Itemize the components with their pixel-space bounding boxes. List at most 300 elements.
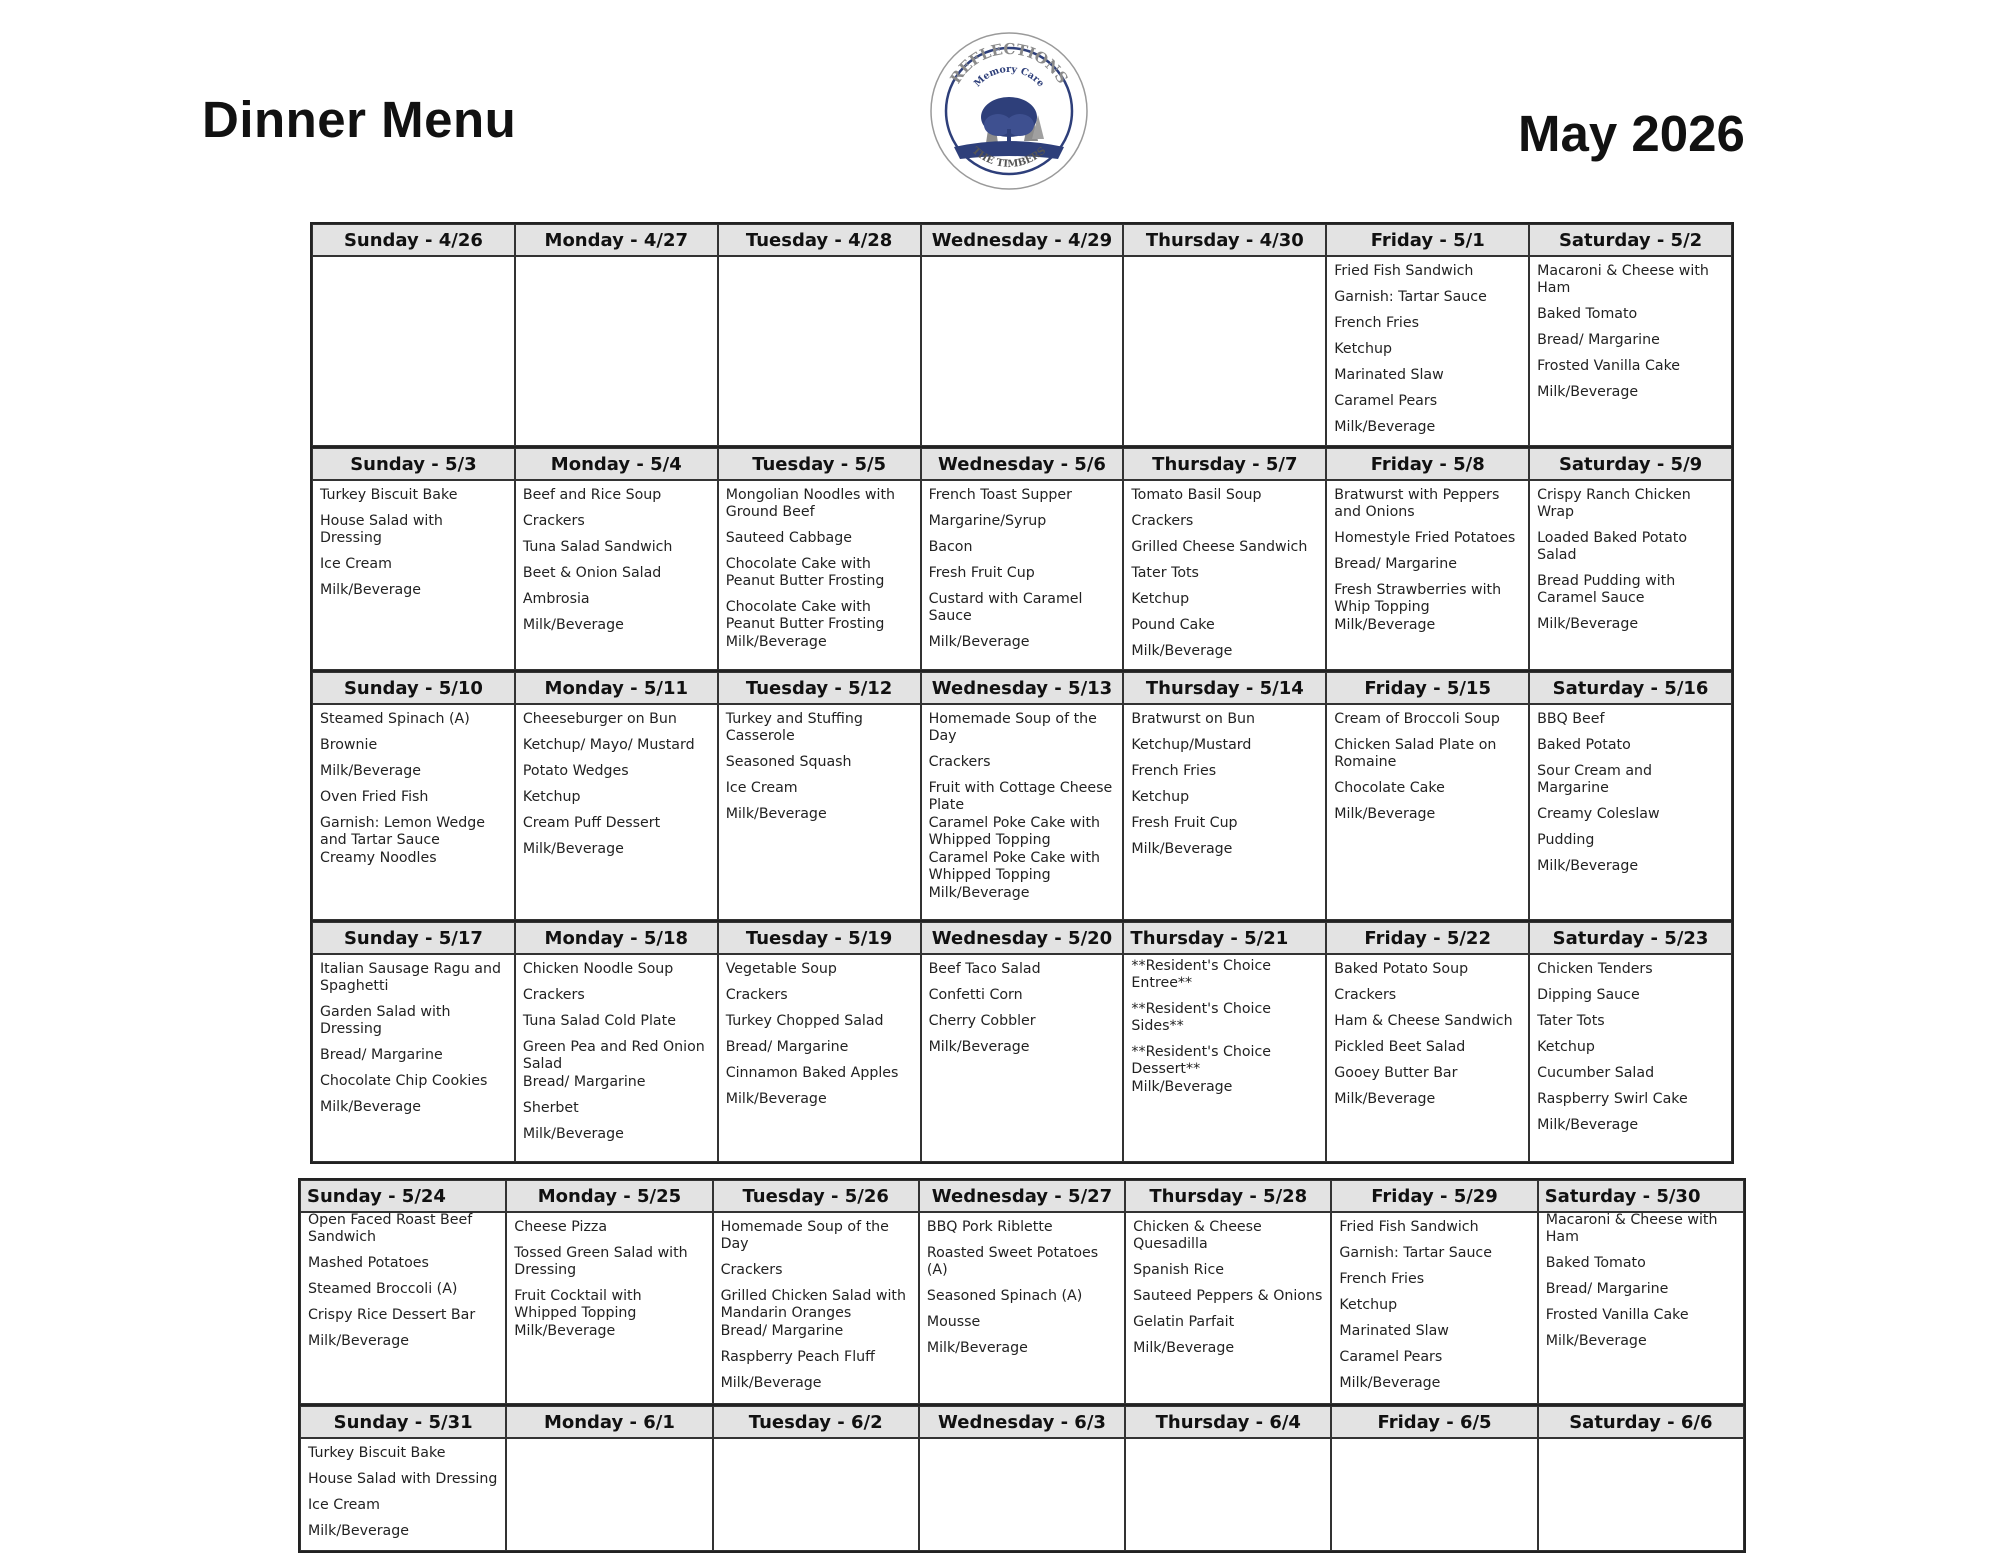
menu-item: Ketchup xyxy=(1339,1297,1398,1313)
menu-item: Sherbet xyxy=(522,1100,579,1116)
day-cell xyxy=(506,1180,712,1404)
day-cell xyxy=(1326,922,1529,1162)
menu-item: Milk/Beverage xyxy=(514,1323,616,1339)
menu-item: Mongolian Noodles with Ground Beef xyxy=(725,487,896,520)
menu-item: Grilled Cheese Sandwich xyxy=(1131,539,1308,555)
menu-item: Fruit Cocktail with Whipped Topping xyxy=(514,1288,642,1321)
menu-item: **Resident's Choice Entree** xyxy=(1131,958,1272,991)
day-cell xyxy=(506,1406,712,1551)
menu-list xyxy=(1530,257,1731,410)
menu-item: Oven Fried Fish xyxy=(320,789,429,805)
menu-item: Chocolate Cake with Peanut Butter Frosting xyxy=(725,556,885,589)
reflections-logo xyxy=(928,25,1090,197)
menu-item: Seasoned Squash xyxy=(725,754,852,770)
menu-item: Milk/Beverage xyxy=(1133,1340,1235,1356)
menu-item: Tater Tots xyxy=(1537,1013,1605,1029)
menu-item: Fruit with Cottage Cheese Plate xyxy=(928,780,1113,813)
menu-item: Milk/Beverage xyxy=(1334,1091,1436,1107)
menu-list xyxy=(1332,1439,1536,1445)
menu-list xyxy=(719,955,920,1117)
menu-item: Ketchup/ Mayo/ Mustard xyxy=(522,737,695,753)
day-cell xyxy=(921,224,1124,446)
day-header: Wednesday - 5/6 xyxy=(922,449,1123,481)
menu-item: Fresh Fruit Cup xyxy=(928,565,1035,581)
menu-item: Milk/Beverage xyxy=(928,1039,1030,1055)
menu-item: Cream Puff Dessert xyxy=(522,815,661,831)
menu-item: Garnish: Lemon Wedge and Tartar Sauce xyxy=(320,815,485,848)
menu-item: French Fries xyxy=(1131,763,1217,779)
menu-item: House Salad with Dressing xyxy=(320,513,443,546)
menu-item: Milk/Beverage xyxy=(725,806,827,822)
menu-item: Milk/Beverage xyxy=(522,1126,624,1142)
menu-item: Custard with Caramel Sauce xyxy=(928,591,1083,624)
day-cell xyxy=(919,1406,1125,1551)
menu-list xyxy=(1124,481,1325,669)
menu-item: Milk/Beverage xyxy=(1334,617,1436,633)
menu-list xyxy=(920,1439,1124,1445)
day-header: Thursday - 5/28 xyxy=(1126,1181,1330,1213)
menu-item: Milk/Beverage xyxy=(522,617,624,633)
menu-list xyxy=(922,257,1123,263)
menu-item: Roasted Sweet Potatoes (A) xyxy=(926,1245,1099,1278)
menu-item: Chicken Tenders xyxy=(1537,961,1653,977)
menu-item: Tuna Salad Cold Plate xyxy=(522,1013,676,1029)
menu-item: Ketchup xyxy=(1334,341,1392,357)
day-header: Saturday - 5/2 xyxy=(1530,225,1731,257)
menu-item: Vegetable Soup xyxy=(725,961,837,977)
day-header: Tuesday - 5/12 xyxy=(719,673,920,705)
menu-item: Mashed Potatoes xyxy=(308,1255,429,1271)
menu-item: Marinated Slaw xyxy=(1339,1323,1449,1339)
menu-item: Seasoned Spinach (A) xyxy=(926,1288,1083,1304)
menu-item: Ice Cream xyxy=(320,556,392,572)
menu-list xyxy=(1539,1439,1743,1445)
day-header: Friday - 5/1 xyxy=(1327,225,1528,257)
menu-item: Milk/Beverage xyxy=(1131,1079,1233,1095)
menu-item: Ice Cream xyxy=(308,1497,380,1513)
day-cell xyxy=(919,1180,1125,1404)
menu-item: Margarine/Syrup xyxy=(928,513,1047,529)
menu-item: Crackers xyxy=(928,754,991,770)
logo-bottom-text: THE TIMBERS xyxy=(969,145,1049,171)
menu-list xyxy=(1539,1206,1743,1359)
menu-item: Raspberry Peach Fluff xyxy=(720,1349,875,1365)
day-cell xyxy=(1326,448,1529,670)
day-header: Saturday - 5/16 xyxy=(1530,673,1731,705)
menu-item: Tossed Green Salad with Dressing xyxy=(514,1245,688,1278)
menu-item: Chocolate Cake xyxy=(1334,780,1445,796)
menu-item: Gooey Butter Bar xyxy=(1334,1065,1458,1081)
menu-item: Crackers xyxy=(720,1262,783,1278)
day-header: Thursday - 6/4 xyxy=(1126,1407,1330,1439)
day-header: Saturday - 5/23 xyxy=(1530,923,1731,955)
menu-item: Chocolate Cake with Peanut Butter Frosting xyxy=(725,599,885,632)
menu-item: Milk/Beverage xyxy=(720,1375,822,1391)
logo-sub-text: Memory Care xyxy=(972,63,1047,90)
day-cell xyxy=(921,672,1124,920)
day-cell xyxy=(1331,1406,1537,1551)
menu-item: Italian Sausage Ragu and Spaghetti xyxy=(320,961,501,994)
week-row xyxy=(310,222,1734,448)
menu-list xyxy=(1327,257,1528,445)
menu-item: Caramel Poke Cake with Whipped Topping xyxy=(928,815,1101,848)
menu-list xyxy=(922,705,1123,911)
day-cell xyxy=(1326,224,1529,446)
menu-item: Ham & Cheese Sandwich xyxy=(1334,1013,1513,1029)
menu-item: Milk/Beverage xyxy=(1334,419,1436,435)
menu-item: Bread/ Margarine xyxy=(720,1323,844,1339)
day-cell xyxy=(718,672,921,920)
menu-item: Raspberry Swirl Cake xyxy=(1537,1091,1688,1107)
day-cell xyxy=(1529,922,1732,1162)
menu-item: **Resident's Choice Sides** xyxy=(1131,1001,1272,1034)
menu-item: Creamy Noodles xyxy=(320,850,437,866)
menu-item: Caramel Pears xyxy=(1339,1349,1443,1365)
menu-list xyxy=(1124,705,1325,867)
menu-item: Creamy Coleslaw xyxy=(1537,806,1660,822)
menu-item: Milk/Beverage xyxy=(928,634,1030,650)
menu-item: Mousse xyxy=(926,1314,981,1330)
menu-item: Crackers xyxy=(725,987,788,1003)
menu-item: BBQ Pork Riblette xyxy=(926,1219,1053,1235)
menu-item: Milk/Beverage xyxy=(1334,806,1436,822)
day-header: Wednesday - 4/29 xyxy=(922,225,1123,257)
day-cell xyxy=(312,448,515,670)
menu-item: Turkey and Stuffing Casserole xyxy=(725,711,863,744)
menu-list xyxy=(516,705,717,867)
menu-item: Milk/Beverage xyxy=(308,1523,409,1539)
menu-item: Bratwurst on Bun xyxy=(1131,711,1256,727)
menu-item: Cucumber Salad xyxy=(1537,1065,1655,1081)
menu-item: Fried Fish Sandwich xyxy=(1334,263,1474,279)
menu-item: Baked Potato Soup xyxy=(1334,961,1469,977)
day-header: Tuesday - 4/28 xyxy=(719,225,920,257)
logo-top-text: REFLECTIONS xyxy=(946,39,1072,87)
menu-item: Fried Fish Sandwich xyxy=(1339,1219,1479,1235)
menu-list xyxy=(1126,1213,1330,1366)
day-header: Wednesday - 5/20 xyxy=(922,923,1123,955)
menu-item: Milk/Beverage xyxy=(1545,1333,1647,1349)
day-cell xyxy=(1529,224,1732,446)
week-row xyxy=(310,922,1734,1164)
menu-item: Bread/ Margarine xyxy=(1334,556,1457,572)
menu-item: Frosted Vanilla Cake xyxy=(1545,1307,1689,1323)
menu-item: Milk/Beverage xyxy=(1131,643,1233,659)
menu-item: Milk/Beverage xyxy=(926,1340,1028,1356)
day-cell xyxy=(1123,448,1326,670)
menu-item: Homemade Soup of the Day xyxy=(720,1219,889,1252)
menu-item: Steamed Spinach (A) xyxy=(320,711,470,727)
day-cell xyxy=(1123,922,1326,1162)
day-cell xyxy=(1529,672,1732,920)
day-cell xyxy=(921,922,1124,1162)
menu-item: Ambrosia xyxy=(522,591,590,607)
menu-item: Beet & Onion Salad xyxy=(522,565,662,581)
day-header: Saturday - 5/9 xyxy=(1530,449,1731,481)
menu-list xyxy=(922,955,1123,1065)
day-header: Sunday - 5/24 xyxy=(301,1181,505,1213)
menu-item: Turkey Biscuit Bake xyxy=(320,487,458,503)
day-header: Saturday - 5/30 xyxy=(1539,1181,1743,1213)
menu-list xyxy=(1126,1439,1330,1445)
menu-item: Fresh Fruit Cup xyxy=(1131,815,1238,831)
day-header: Thursday - 4/30 xyxy=(1124,225,1325,257)
menu-item: Pickled Beet Salad xyxy=(1334,1039,1466,1055)
day-cell xyxy=(515,672,718,920)
menu-item: Cheeseburger on Bun xyxy=(522,711,677,727)
menu-item: Ketchup xyxy=(1537,1039,1595,1055)
day-header: Monday - 5/18 xyxy=(516,923,717,955)
menu-item: Milk/Beverage xyxy=(320,763,421,779)
menu-list xyxy=(313,481,514,608)
menu-item: Milk/Beverage xyxy=(928,885,1030,901)
menu-item: Caramel Pears xyxy=(1334,393,1438,409)
menu-item: Crackers xyxy=(1334,987,1397,1003)
menu-item: Cherry Cobbler xyxy=(928,1013,1036,1029)
menu-item: **Resident's Choice Dessert** xyxy=(1131,1044,1272,1077)
menu-list xyxy=(719,705,920,832)
menu-item: Milk/Beverage xyxy=(522,841,624,857)
menu-item: French Fries xyxy=(1339,1271,1425,1287)
day-cell xyxy=(515,224,718,446)
menu-list xyxy=(719,257,920,263)
menu-item: Garnish: Tartar Sauce xyxy=(1334,289,1487,305)
menu-item: Turkey Biscuit Bake xyxy=(308,1445,446,1461)
menu-list xyxy=(1124,257,1325,263)
menu-item: Ketchup xyxy=(1131,591,1190,607)
week-row xyxy=(298,1178,1746,1406)
menu-item: Ketchup/Mustard xyxy=(1131,737,1252,753)
menu-list xyxy=(313,257,514,263)
menu-item: Chicken Salad Plate on Romaine xyxy=(1334,737,1497,770)
menu-item: French Toast Supper xyxy=(928,487,1072,503)
menu-item: Tuna Salad Sandwich xyxy=(522,539,673,555)
menu-item: Ketchup xyxy=(522,789,581,805)
menu-list xyxy=(1530,481,1731,642)
week-row xyxy=(298,1406,1746,1553)
menu-item: Bread/ Margarine xyxy=(320,1047,443,1063)
menu-item: Crackers xyxy=(1131,513,1194,529)
menu-list xyxy=(1327,955,1528,1117)
menu-item: Macaroni & Cheese with Ham xyxy=(1537,263,1709,296)
day-cell xyxy=(1331,1180,1537,1404)
menu-item: Macaroni & Cheese with Ham xyxy=(1545,1212,1718,1245)
day-header: Thursday - 5/21 xyxy=(1124,923,1325,955)
day-header: Monday - 5/11 xyxy=(516,673,717,705)
menu-item: Caramel Poke Cake with Whipped Topping xyxy=(928,850,1101,883)
menu-item: Pudding xyxy=(1537,832,1595,848)
menu-item: Crackers xyxy=(522,987,585,1003)
menu-item: Cream of Broccoli Soup xyxy=(1334,711,1500,727)
day-cell xyxy=(713,1406,919,1551)
day-header: Wednesday - 6/3 xyxy=(920,1407,1124,1439)
menu-list xyxy=(920,1213,1124,1366)
menu-item: Brownie xyxy=(320,737,378,753)
day-cell xyxy=(1123,672,1326,920)
menu-item: Baked Tomato xyxy=(1545,1255,1646,1271)
day-header: Monday - 5/25 xyxy=(507,1181,711,1213)
menu-list xyxy=(507,1439,711,1445)
menu-item: Bratwurst with Peppers and Onions xyxy=(1334,487,1500,520)
day-cell xyxy=(312,672,515,920)
menu-item: Crackers xyxy=(522,513,585,529)
day-cell xyxy=(312,224,515,446)
menu-item: Milk/Beverage xyxy=(1131,841,1233,857)
menu-item: BBQ Beef xyxy=(1537,711,1605,727)
day-header: Friday - 5/22 xyxy=(1327,923,1528,955)
menu-item: Baked Potato xyxy=(1537,737,1631,753)
menu-item: House Salad with Dressing xyxy=(308,1471,498,1487)
day-cell xyxy=(1529,448,1732,670)
menu-item: Bacon xyxy=(928,539,973,555)
menu-item: Chocolate Chip Cookies xyxy=(320,1073,488,1089)
menu-item: Beef and Rice Soup xyxy=(522,487,662,503)
menu-item: Tater Tots xyxy=(1131,565,1199,581)
menu-item: Fresh Strawberries with Whip Topping xyxy=(1334,582,1502,615)
day-header: Monday - 5/4 xyxy=(516,449,717,481)
menu-item: Confetti Corn xyxy=(928,987,1023,1003)
menu-list xyxy=(1327,705,1528,832)
day-cell xyxy=(713,1180,919,1404)
menu-item: Chicken Noodle Soup xyxy=(522,961,674,977)
menu-list xyxy=(1124,952,1325,1105)
day-cell xyxy=(515,448,718,670)
menu-list xyxy=(301,1439,505,1549)
menu-list xyxy=(1332,1213,1536,1401)
page-title: Dinner Menu xyxy=(202,91,517,148)
day-header: Friday - 5/29 xyxy=(1332,1181,1536,1213)
menu-item: Homemade Soup of the Day xyxy=(928,711,1097,744)
menu-list xyxy=(714,1213,918,1401)
day-header: Tuesday - 5/5 xyxy=(719,449,920,481)
menu-item: Ketchup xyxy=(1131,789,1190,805)
day-cell xyxy=(300,1180,506,1404)
day-header: Friday - 6/5 xyxy=(1332,1407,1536,1439)
menu-item: Steamed Broccoli (A) xyxy=(308,1281,458,1297)
day-header: Thursday - 5/14 xyxy=(1124,673,1325,705)
menu-item: Gelatin Parfait xyxy=(1133,1314,1235,1330)
day-cell xyxy=(1326,672,1529,920)
day-cell xyxy=(1538,1180,1744,1404)
menu-item: Crispy Rice Dessert Bar xyxy=(308,1307,476,1323)
menu-item: Homestyle Fried Potatoes xyxy=(1334,530,1516,546)
menu-item: Open Faced Roast Beef Sandwich xyxy=(308,1212,473,1245)
day-header: Friday - 5/8 xyxy=(1327,449,1528,481)
day-header: Monday - 6/1 xyxy=(507,1407,711,1439)
menu-item: Milk/Beverage xyxy=(320,582,421,598)
week-row xyxy=(310,672,1734,922)
day-header: Friday - 5/15 xyxy=(1327,673,1528,705)
menu-item: Green Pea and Red Onion Salad xyxy=(522,1039,705,1072)
day-header: Sunday - 5/17 xyxy=(313,923,514,955)
day-header: Sunday - 5/31 xyxy=(301,1407,505,1439)
day-header: Sunday - 4/26 xyxy=(313,225,514,257)
menu-item: Crispy Ranch Chicken Wrap xyxy=(1537,487,1691,520)
menu-item: Pound Cake xyxy=(1131,617,1215,633)
day-cell xyxy=(1125,1406,1331,1551)
week-row xyxy=(310,448,1734,672)
menu-item: Cinnamon Baked Apples xyxy=(725,1065,899,1081)
day-header: Sunday - 5/3 xyxy=(313,449,514,481)
day-header: Wednesday - 5/27 xyxy=(920,1181,1124,1213)
day-cell xyxy=(1125,1180,1331,1404)
day-header: Tuesday - 6/2 xyxy=(714,1407,918,1439)
day-cell xyxy=(718,448,921,670)
menu-list xyxy=(1327,481,1528,643)
menu-item: Milk/Beverage xyxy=(1537,616,1639,632)
menu-item: Turkey Chopped Salad xyxy=(725,1013,884,1029)
menu-list xyxy=(714,1439,918,1445)
menu-list xyxy=(922,481,1123,660)
menu-list xyxy=(313,705,514,876)
day-header: Tuesday - 5/26 xyxy=(714,1181,918,1213)
day-cell xyxy=(718,922,921,1162)
menu-item: Milk/Beverage xyxy=(1339,1375,1441,1391)
menu-item: Bread/ Margarine xyxy=(1537,332,1660,348)
menu-item: Milk/Beverage xyxy=(1537,1117,1639,1133)
menu-list xyxy=(313,955,514,1125)
menu-item: Bread/ Margarine xyxy=(1545,1281,1669,1297)
day-header: Tuesday - 5/19 xyxy=(719,923,920,955)
menu-item: Dipping Sauce xyxy=(1537,987,1640,1003)
day-header: Sunday - 5/10 xyxy=(313,673,514,705)
menu-item: Loaded Baked Potato Salad xyxy=(1537,530,1688,563)
menu-item: Potato Wedges xyxy=(522,763,629,779)
menu-item: Beef Taco Salad xyxy=(928,961,1041,977)
day-header: Saturday - 6/6 xyxy=(1539,1407,1743,1439)
menu-item: Cheese Pizza xyxy=(514,1219,608,1235)
menu-list xyxy=(516,481,717,643)
menu-item: Ice Cream xyxy=(725,780,798,796)
menu-item: Grilled Chicken Salad with Mandarin Oranges xyxy=(720,1288,906,1321)
menu-item: Milk/Beverage xyxy=(1537,384,1639,400)
menu-item: Frosted Vanilla Cake xyxy=(1537,358,1681,374)
day-cell xyxy=(921,448,1124,670)
day-cell xyxy=(1123,224,1326,446)
menu-item: Milk/Beverage xyxy=(320,1099,421,1115)
menu-item: Spanish Rice xyxy=(1133,1262,1225,1278)
menu-item: Baked Tomato xyxy=(1537,306,1638,322)
menu-list xyxy=(507,1213,711,1349)
menu-item: Sour Cream and Margarine xyxy=(1537,763,1653,796)
menu-item: Garden Salad with Dressing xyxy=(320,1004,451,1037)
menu-item: Marinated Slaw xyxy=(1334,367,1444,383)
day-cell xyxy=(312,922,515,1162)
menu-item: Bread Pudding with Caramel Sauce xyxy=(1537,573,1676,606)
day-header: Wednesday - 5/13 xyxy=(922,673,1123,705)
menu-list xyxy=(516,257,717,263)
menu-list xyxy=(719,481,920,660)
day-cell xyxy=(515,922,718,1162)
day-header: Thursday - 5/7 xyxy=(1124,449,1325,481)
day-cell xyxy=(1538,1406,1744,1551)
menu-item: Milk/Beverage xyxy=(725,634,827,650)
menu-item: Chicken & Cheese Quesadilla xyxy=(1133,1219,1262,1252)
menu-item: Milk/Beverage xyxy=(1537,858,1639,874)
menu-item: French Fries xyxy=(1334,315,1419,331)
day-cell xyxy=(300,1406,506,1551)
menu-item: Sauteed Peppers & Onions xyxy=(1133,1288,1323,1304)
menu-item: Bread/ Margarine xyxy=(522,1074,646,1090)
menu-item: Garnish: Tartar Sauce xyxy=(1339,1245,1492,1261)
month-title: May 2026 xyxy=(1518,105,1745,162)
menu-item: Sauteed Cabbage xyxy=(725,530,852,546)
menu-list xyxy=(1530,955,1731,1143)
menu-item: Bread/ Margarine xyxy=(725,1039,849,1055)
menu-list xyxy=(516,955,717,1152)
day-header: Monday - 4/27 xyxy=(516,225,717,257)
menu-item: Milk/Beverage xyxy=(725,1091,827,1107)
